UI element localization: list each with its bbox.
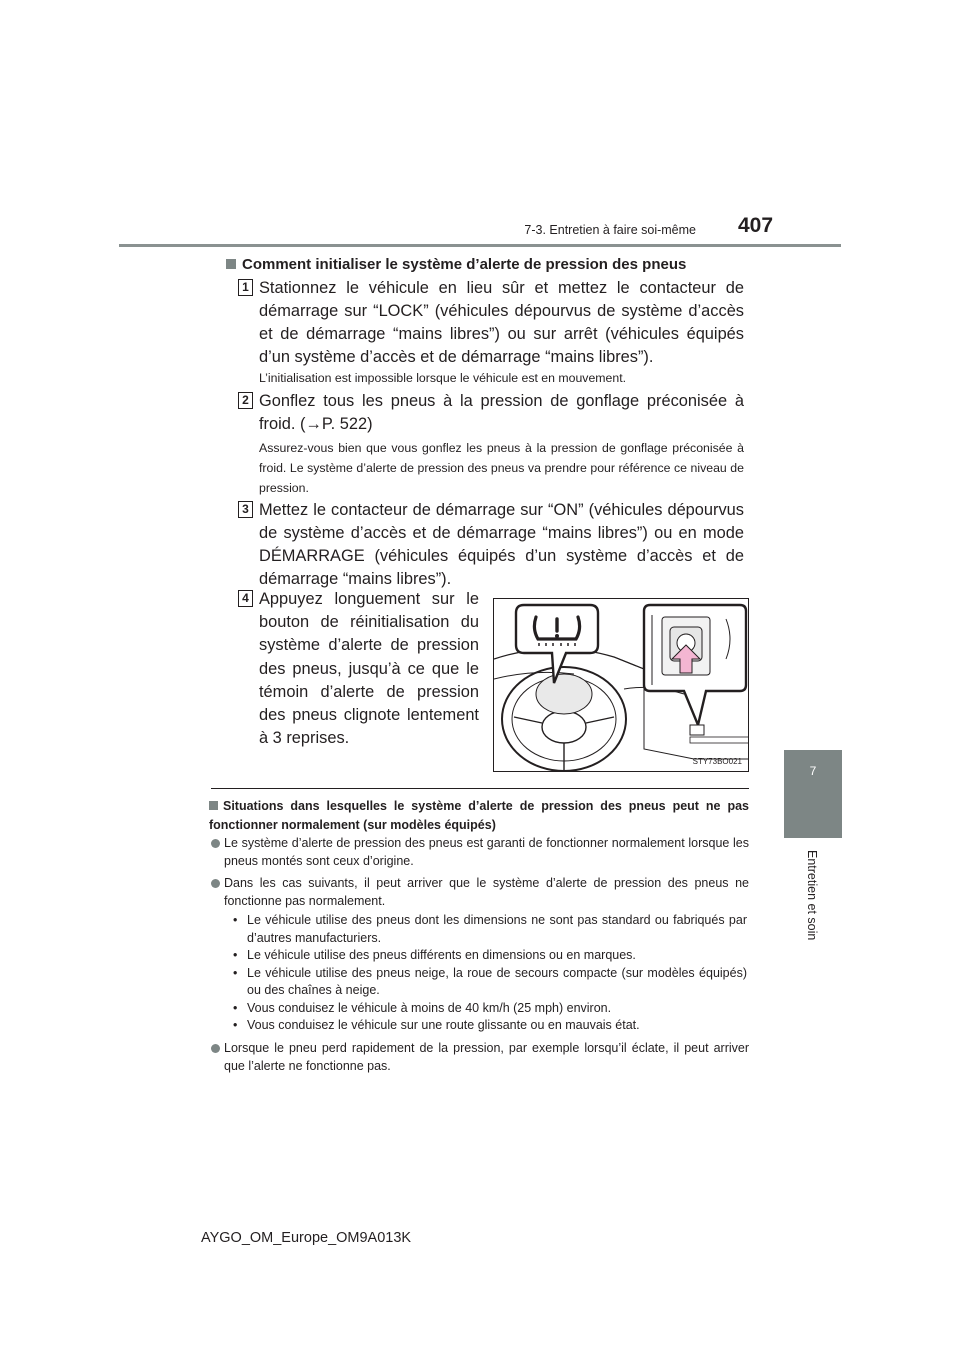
- circle-bullet-icon: [211, 1044, 220, 1053]
- circle-bullet-icon: [211, 839, 220, 848]
- notes-title: Situations dans lesquelles le système d’alerte de pression des pneus peut ne pas fonctionner normalement (sur modèles équipés): [209, 799, 749, 832]
- note-item-3: Lorsque le pneu perd rapidement de la pression, par exemple lorsqu’il éclate, il peut arriver que l’alerte ne fonctionne pas.: [211, 1039, 749, 1075]
- conditions-list: [229, 912, 747, 1035]
- step-2-note: Assurez-vous bien que vous gonflez les pneus à la pression de gonflage préconisée à froid. Le système d’alerte de pression des pneus va prendre pour référence ce niveau de pression.: [259, 441, 744, 495]
- note-item-1: Le système d’alerte de pression des pneus est garanti de fonctionner normalement lorsque les pneus montés sont ceux d’origine.: [211, 834, 749, 870]
- chapter-tab: [784, 750, 842, 838]
- step-badge-1: 1: [238, 279, 253, 296]
- illustration-code: STY73BO021: [692, 757, 742, 766]
- list-item: • Le véhicule utilise des pneus différents en dimensions ou en marques.: [233, 948, 636, 962]
- dashboard-drawing: [494, 599, 749, 772]
- square-bullet-icon: [226, 259, 236, 269]
- separator-rule: [211, 788, 749, 789]
- header-section-title: 7-3. Entretien à faire soi-même: [524, 223, 696, 237]
- step-badge-2: 2: [238, 392, 253, 409]
- page-number: 407: [738, 214, 774, 237]
- circle-bullet-icon: [211, 879, 220, 888]
- section-title: Comment initialiser le système d’alerte de pression des pneus: [226, 256, 686, 273]
- list-item: • Le véhicule utilise des pneus dont les dimensions ne sont pas standard ou fabriqués par d’autres manufacturiers.: [233, 913, 747, 945]
- document-footer: AYGO_OM_Europe_OM9A013K: [201, 1230, 412, 1246]
- step-badge-4: 4: [238, 590, 253, 607]
- step-1-note: L’initialisation est impossible lorsque le véhicule est en mouvement.: [259, 371, 627, 385]
- list-item: • Vous conduisez le véhicule à moins de 40 km/h (25 mph) environ.: [233, 1000, 612, 1015]
- step-4-text: Appuyez longuement sur le bouton de réinitialisation du système d’alerte de pression des pneus, jusqu’à ce que le témoin d’alerte de pression des pneus clignote lentement à 3 reprises.: [259, 590, 479, 748]
- list-item: • Le véhicule utilise des pneus neige, la roue de secours compacte (sur modèles équipés) ou des chaînes à neige.: [233, 965, 747, 997]
- step-2-text: Gonflez tous les pneus à la pression de gonflage préconisée à froid. (→P. 522): [259, 392, 744, 433]
- list-item: • Vous conduisez le véhicule sur une route glissante ou en mauvais état.: [233, 1018, 640, 1032]
- square-bullet-icon: [209, 801, 218, 810]
- step-1-text: Stationnez le véhicule en lieu sûr et mettez le contacteur de démarrage sur “LOCK” (véhicules dépourvus de système d’accès et de démarrage “mains libres”) ou sur arrêt (véhicules équipés d’un système d’accès et de démarrage “mains libres”).: [259, 279, 744, 366]
- note-item-2: Dans les cas suivants, il peut arriver que le système d’alerte de pression des pneus ne fonctionne pas normalement.: [211, 874, 749, 910]
- chapter-label: Entretien et soin: [805, 850, 819, 941]
- header-rule: [119, 244, 841, 247]
- dashboard-illustration: [493, 598, 749, 772]
- chapter-number: 7: [809, 764, 817, 778]
- step-3-text: Mettez le contacteur de démarrage sur “ON” (véhicules dépourvus de système d’accès et de démarrage “mains libres”) ou en mode DÉMARRAGE (véhicules équipés d’un système d’accès et de démarrage “mains libres”).: [259, 501, 744, 588]
- step-badge-3: 3: [238, 501, 253, 518]
